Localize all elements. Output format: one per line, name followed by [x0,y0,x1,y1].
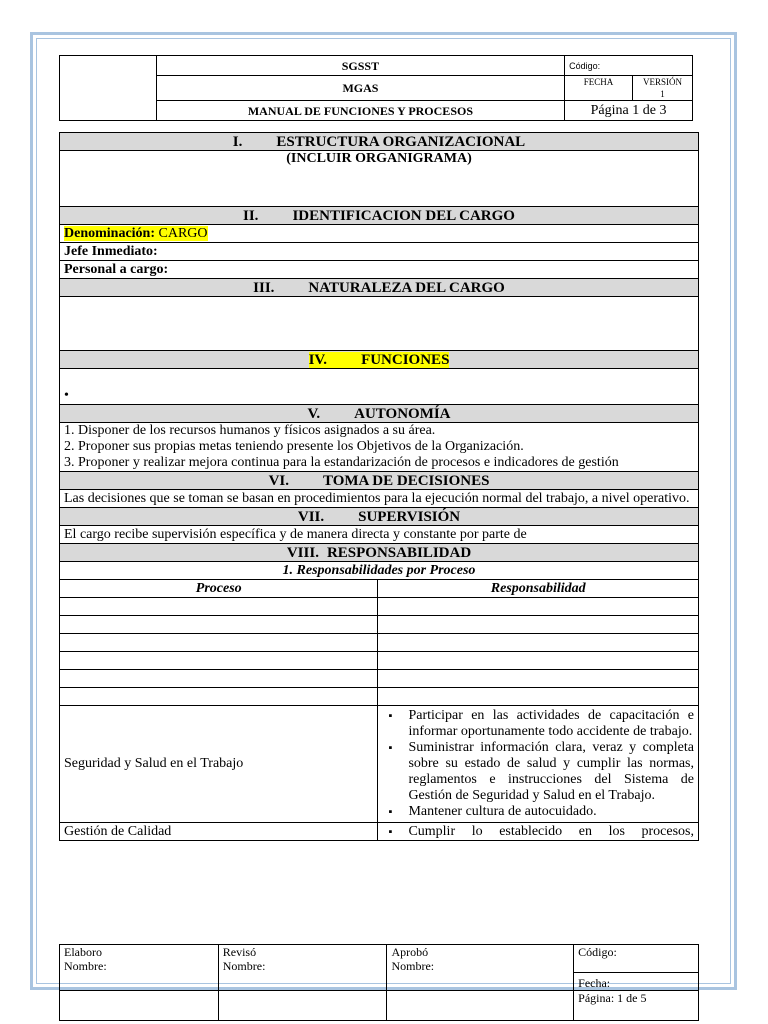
section-title: TOMA DE DECISIONES [322,472,490,489]
footer-sign-cell [387,991,574,1021]
table-row [60,652,699,670]
section-funciones-header [60,351,699,369]
section-number: VI. [268,472,289,489]
footer-elaboro-nombre: Nombre: [64,959,107,973]
responsabilidades-proceso-subtitle: 1. Responsabilidades por Proceso [60,562,699,580]
section-decisiones-header [60,472,699,490]
table-row [60,670,699,688]
table-cell [378,688,699,706]
section-estructura-header [60,133,699,151]
table-cell [378,598,699,616]
table-row [60,706,699,823]
section-title: NATURALEZA DEL CARGO [308,279,505,296]
footer-reviso-nombre: Nombre: [222,959,266,973]
table-cell [378,616,699,634]
footer-elaboro-label: Elaboro [64,945,102,959]
funciones-list [60,369,699,405]
proceso-sst: Seguridad y Salud en el Trabajo [60,706,378,823]
footer-sign-cell [60,991,219,1021]
footer-codigo: Código: [574,945,699,973]
document-footer [59,944,699,1021]
footer-fecha: Fecha: [574,973,699,991]
naturaleza-content [60,297,699,351]
list-item: ▪ Mantener cultura de autocuidado. [382,804,694,820]
list-item: 1. Disponer de los recursos humanos y físicos asignados a su área. [64,423,436,438]
supervision-text: El cargo recibe supervisión específica y de manera directa y constante por parte de [60,526,699,544]
list-item: 3. Proponer y realizar mejora continua para la estandarización de procesos e indicadores de gestión [64,455,619,470]
section-title: FUNCIONES [361,351,450,368]
table-row [60,634,699,652]
header-codigo-label: Código: [565,56,693,76]
table-row [60,616,699,634]
table-cell [378,634,699,652]
section-title: AUTONOMÍA [354,405,451,422]
decisiones-text: Las decisiones que se toman se basan en procedimientos para la ejecución normal del trabajo, a nivel operativo. [60,490,699,508]
section-number: VII. [297,508,325,525]
autonomia-list [60,423,699,472]
header-version [633,76,693,101]
manual-body-table [59,132,699,841]
table-cell [60,634,378,652]
table-cell [60,616,378,634]
funciones-highlight [309,352,450,368]
table-cell [60,652,378,670]
section-title: ESTRUCTURA ORGANIZACIONAL [276,133,526,150]
footer-sign-cell [218,991,387,1021]
column-header-proceso: Proceso [60,580,378,598]
responsabilidad-calidad [378,823,699,841]
table-cell [60,688,378,706]
section-supervision-header [60,508,699,526]
document-header [59,55,693,121]
table-row [60,598,699,616]
section-naturaleza-header [60,279,699,297]
denominacion-label: Denominación: [64,225,155,241]
header-sgsst: SGSST [156,56,564,76]
footer-aprobo-label: Aprobó [391,945,429,959]
table-cell [378,652,699,670]
list-item: ▪ Suministrar información clara, veraz y completa sobre su estado de salud y cumplir las normas, reglamentos e instrucciones del Sistema de Gestión de Seguridad y Salud en el Trabajo. [382,740,694,804]
section-number: V. [307,405,321,422]
footer-aprobo [387,945,574,991]
table-cell [378,670,699,688]
footer-pagina: Página: 1 de 5 [574,991,699,1021]
header-manual-title: MANUAL DE FUNCIONES Y PROCESOS [156,101,564,121]
section-number: VIII. [286,544,319,561]
jefe-inmediato-label: Jefe Inmediato: [60,243,699,261]
section-number: IV. [308,351,328,368]
denominacion-row [60,225,699,243]
section-autonomia-header [60,405,699,423]
footer-elaboro [60,945,219,991]
header-fecha-label: FECHA [565,76,633,101]
section-title: RESPONSABILIDAD [326,544,472,561]
column-header-responsabilidad: Responsabilidad [378,580,699,598]
logo-cell [60,56,157,121]
header-pagina: Página 1 de 3 [565,101,693,121]
table-cell [60,670,378,688]
list-item: ▪ Participar en las actividades de capacitación e informar oportunamente todo accidente de trabajo. [382,708,694,740]
section-number: I. [232,133,243,150]
section-number: III. [253,279,275,296]
organigrama-placeholder: (INCLUIR ORGANIGRAMA) [60,151,699,207]
section-number: II. [243,207,259,224]
list-item: ▪ Cumplir lo establecido en los procesos, [382,824,694,840]
funciones-bullet: • [64,388,69,403]
section-responsabilidad-header [60,544,699,562]
section-title: IDENTIFICACION DEL CARGO [292,207,515,224]
section-identificacion-header [60,207,699,225]
section-title: SUPERVISIÓN [358,508,461,525]
responsabilidad-sst [378,706,699,823]
denominacion-highlight [64,226,208,241]
denominacion-value: CARGO [155,225,208,241]
footer-reviso-label: Revisó [222,945,257,959]
table-row [60,688,699,706]
personal-a-cargo-label: Personal a cargo: [60,261,699,279]
header-mgas: MGAS [156,76,564,101]
proceso-calidad: Gestión de Calidad [60,823,378,841]
table-row [60,823,699,841]
table-cell [60,598,378,616]
list-item: 2. Proponer sus propias metas teniendo presente los Objetivos de la Organización. [64,439,524,454]
header-version-label: VERSIÓN [642,77,682,87]
footer-aprobo-nombre: Nombre: [391,959,435,973]
header-version-value: 1 [660,89,665,99]
footer-reviso [218,945,387,991]
